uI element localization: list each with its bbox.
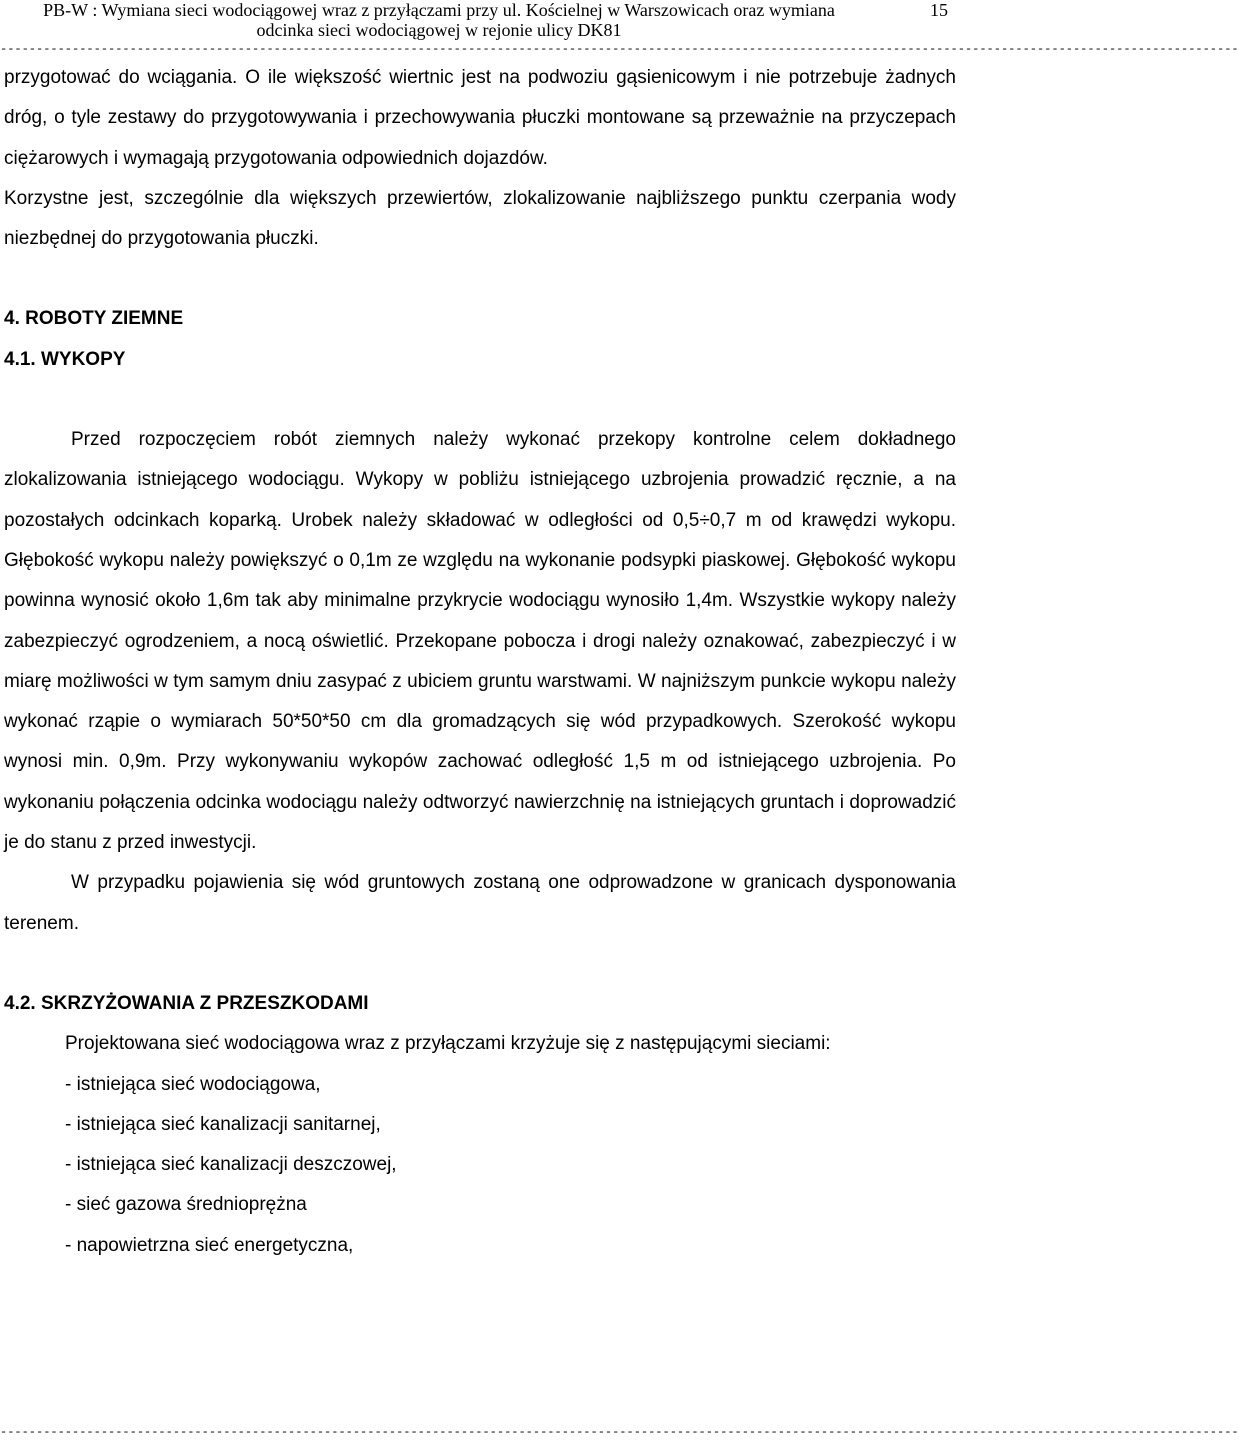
- list-item: - istniejąca sieć kanalizacji sanitarnej,: [65, 1113, 381, 1135]
- paragraph-groundwater: W przypadku pojawienia się wód gruntowych zostaną one odprowadzone w granicach dysponowania terenem.: [4, 872, 956, 934]
- spacer: [4, 944, 956, 984]
- paragraph-water-source: Korzystne jest, szczególnie dla większych przewiertów, zlokalizowanie najbliższego punktu czerpania wody niezbędnej do przygotowania płuczki.: [4, 187, 956, 250]
- spacer: [4, 380, 956, 420]
- section-heading-earthworks: 4. ROBOTY ZIEMNE: [4, 308, 184, 330]
- footer-divider: ----------------------------------------------------------------------------------------------------------------------------------------------------------------------------: [0, 1425, 1239, 1439]
- page-number: 15: [930, 0, 948, 20]
- list-item: - istniejąca sieć wodociągowa,: [65, 1073, 321, 1095]
- page-body: [4, 58, 956, 1266]
- spacer: [4, 259, 956, 299]
- crossings-list: [4, 1065, 956, 1266]
- paragraph-drilling-preparation: przygotować do wciągania. O ile większość wiertnic jest na podwoziu gąsienicowym i nie potrzebuje żadnych dróg, o tyle zestawy do przygotowywania i przechowywania płuczki montowane są przeważnie na przyczepach ciężarowych i wymagają przygotowania odpowiednich dojazdów.: [4, 67, 956, 169]
- list-item: - napowietrzna sieć energetyczna,: [65, 1234, 354, 1256]
- subsection-heading-excavations: 4.1. WYKOPY: [4, 348, 126, 370]
- document-title: [4, 0, 874, 40]
- document-title-line2: odcinka sieci wodociągowej w rejonie ulicy DK81: [256, 20, 622, 40]
- document-title-line1: PB-W : Wymiana sieci wodociągowej wraz z przyłączami przy ul. Kościelnej w Warszowicach oraz wymiana: [43, 0, 835, 20]
- paragraph-crossings-intro: Projektowana sieć wodociągowa wraz z przyłączami krzyżuje się z następującymi sieciami:: [65, 1033, 831, 1055]
- list-item: - sieć gazowa średnioprężna: [65, 1194, 307, 1216]
- subsection-heading-crossings: 4.2. SKRZYŻOWANIA Z PRZESZKODAMI: [4, 992, 369, 1014]
- paragraph-excavation-rules: Przed rozpoczęciem robót ziemnych należy wykonać przekopy kontrolne celem dokładnego zlokalizowania istniejącego wodociągu. Wykopy w pobliżu istniejącego uzbrojenia prowadzić ręcznie, a na pozostałych odcinkach koparką. Urobek należy składować w odległości od 0,5÷0,7 m od krawędzi wykopu. Głębokość wykopu należy powiększyć o 0,1m ze względu na wykonanie podsypki piaskowej. Głębokość wykopu powinna wynosić około 1,6m tak aby minimalne przykrycie wodociągu wynosiło 1,4m. Wszystkie wykopy należy zabezpieczyć ogrodzeniem, a nocą oświetlić. Przekopane pobocza i drogi należy oznakować, zabezpieczyć i w miarę możliwości w tym samym dniu zasypać z ubiciem gruntu warstwami. W najniższym punkcie wykopu należy wykonać rząpie o wymiarach 50*50*50 cm dla gromadzących się wód przypadkowych. Szerokość wykopu wynosi min. 0,9m. Przy wykonywaniu wykopów zachować odległość 1,5 m od istniejącego uzbrojenia. Po wykonaniu połączenia odcinka wodociągu należy odtworzyć nawierzchnię na istniejących gruntach i doprowadzić je do stanu z przed inwestycji.: [4, 429, 956, 854]
- list-item: - istniejąca sieć kanalizacji deszczowej,: [65, 1154, 397, 1176]
- header-divider: ----------------------------------------------------------------------------------------------------------------------------------------------------------------------------: [0, 42, 1239, 56]
